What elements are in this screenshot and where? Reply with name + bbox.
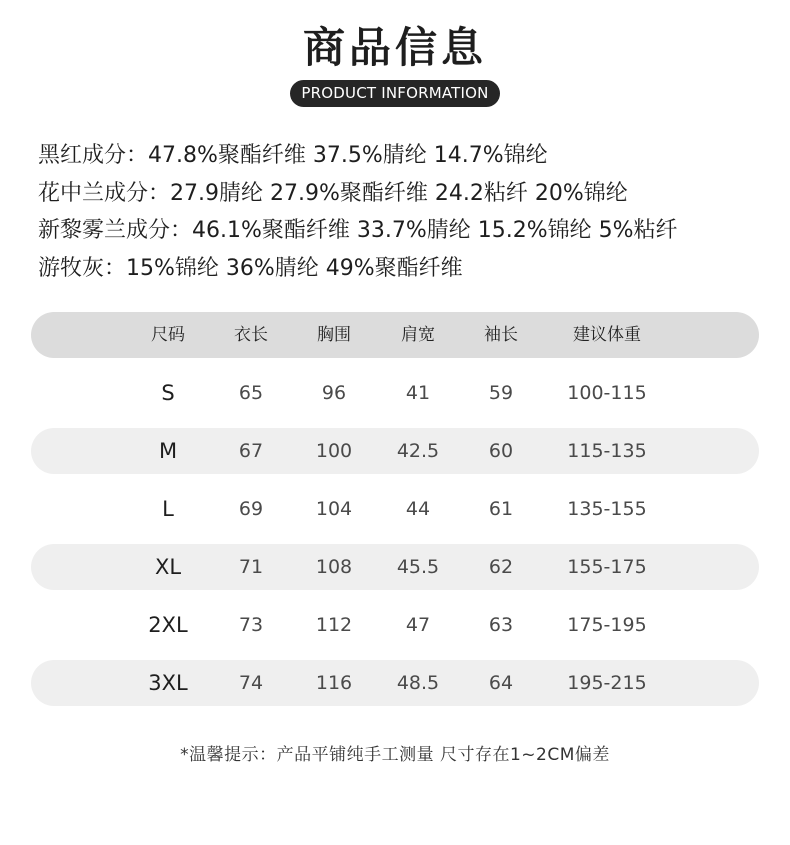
length-cell: 67: [238, 440, 264, 462]
header-weight: 建议体重: [573, 325, 641, 345]
header-sleeve: 袖长: [484, 325, 518, 345]
composition-line: 新黎雾兰成分：46.1%聚酯纤维 33.7%腈纶 15.2%锦纶 5%粘纤: [38, 218, 678, 243]
sleeve-cell: 63: [488, 614, 514, 636]
composition-line: 花中兰成分：27.9腈纶 27.9%聚酯纤维 24.2粘纤 20%锦纶: [38, 180, 628, 206]
size-cell: L: [162, 497, 174, 521]
length-cell: 71: [238, 556, 264, 578]
chest-cell: 116: [315, 672, 353, 694]
size-cell: XL: [154, 555, 182, 579]
shoulder-cell: 45.5: [396, 556, 440, 578]
table-row: [31, 428, 759, 474]
shoulder-cell: 47: [405, 614, 431, 636]
fabric-composition: [38, 137, 778, 287]
sleeve-cell: 59: [488, 382, 514, 404]
weight-cell: 135-155: [567, 498, 647, 520]
chest-cell: 104: [315, 498, 353, 520]
sleeve-cell: 62: [488, 556, 514, 578]
chest-cell: 112: [315, 614, 353, 636]
size-cell: 2XL: [148, 613, 188, 637]
composition-line: 游牧灰：15%锦纶 36%腈纶 49%聚酯纤维: [38, 255, 463, 281]
weight-cell: 155-175: [567, 556, 647, 578]
table-row: [31, 602, 759, 648]
length-cell: 73: [238, 614, 264, 636]
shoulder-cell: 48.5: [396, 672, 440, 694]
size-cell: S: [161, 381, 175, 405]
measurement-note: *温馨提示：产品平铺纯手工测量 尺寸存在1~2CM偏差: [180, 745, 610, 765]
size-cell: 3XL: [148, 671, 188, 695]
weight-cell: 195-215: [567, 672, 647, 694]
header-shoulder: 肩宽: [401, 325, 435, 345]
length-cell: 65: [238, 382, 264, 404]
header-size: 尺码: [151, 325, 185, 345]
shoulder-cell: 41: [405, 382, 431, 404]
table-row: [31, 660, 759, 706]
weight-cell: 100-115: [567, 382, 647, 404]
header-chest: 胸围: [317, 325, 351, 345]
chest-cell: 108: [315, 556, 353, 578]
weight-cell: 115-135: [567, 440, 647, 462]
sleeve-cell: 60: [488, 440, 514, 462]
sleeve-cell: 61: [488, 498, 514, 520]
size-table: [31, 312, 759, 718]
table-row: [31, 486, 759, 532]
header-length: 衣长: [234, 325, 268, 345]
shoulder-cell: 42.5: [396, 440, 440, 462]
chest-cell: 100: [315, 440, 353, 462]
sleeve-cell: 64: [488, 672, 514, 694]
length-cell: 74: [238, 672, 264, 694]
shoulder-cell: 44: [405, 498, 431, 520]
chest-cell: 96: [321, 382, 347, 404]
page-title: 商品信息: [302, 23, 487, 72]
size-cell: M: [158, 439, 178, 463]
length-cell: 69: [238, 498, 264, 520]
composition-line: 黑红成分：47.8%聚酯纤维 37.5%腈纶 14.7%锦纶: [38, 143, 548, 168]
table-row: [31, 544, 759, 590]
table-header-row: [31, 312, 759, 358]
subtitle-badge: PRODUCT INFORMATION: [290, 80, 500, 107]
weight-cell: 175-195: [567, 614, 647, 636]
table-row: [31, 370, 759, 416]
